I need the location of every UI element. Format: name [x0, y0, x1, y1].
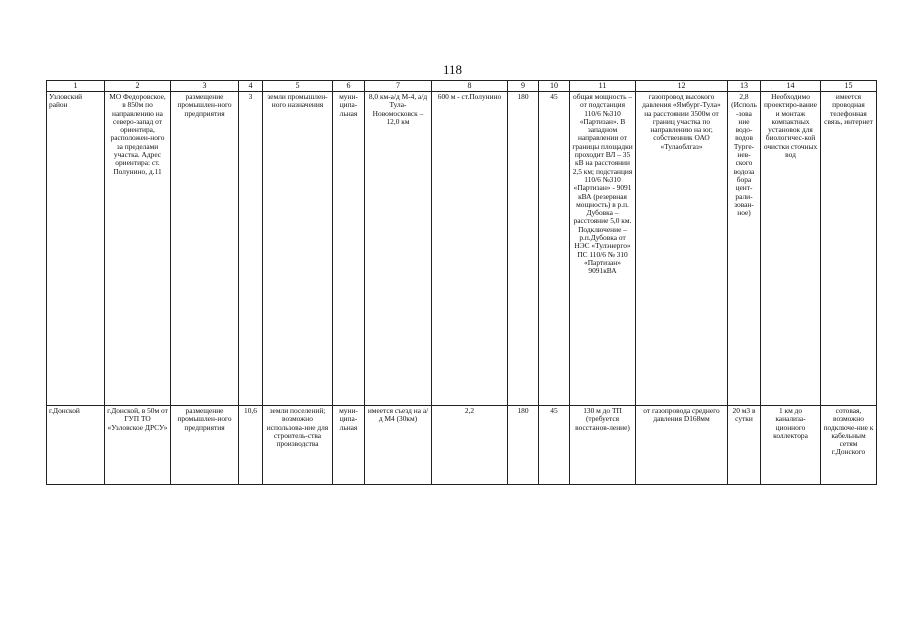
- table-cell-area: 10,6: [239, 406, 263, 485]
- table-cell-region: Узловский район: [47, 92, 105, 406]
- table-cell-railway: 2,2: [432, 406, 508, 485]
- table-cell-railway: 600 м - ст.Полунино: [432, 92, 508, 406]
- table-cell-sewage: Необходимо проектиро-вание и монтаж компактных установок для биологичес-кой очистки сточных вод: [761, 92, 821, 406]
- table-cell-electricity: общая мощность – от подстанция 110/6 №310 «Партизан». В западном направлении от границы площадки проходит ВЛ – 35 кВ на расстоянии 2,5 км; подстанция 110/6 №310 «Партизан» - 9091 кВА (резервная мощность) в р.п. Дубовка – расстояние 5,0 км. Подключение – р.п.Дубовка от НЭС «Тулэнерго» ПС 110/6 № 310 «Партизан» 9091кВА: [570, 92, 636, 406]
- table-cell-ownership: муни-ципа-льная: [333, 92, 365, 406]
- column-header: 13: [728, 81, 761, 92]
- table-cell-gas: от газопровода среднего давления D168мм: [636, 406, 728, 485]
- page-number: 118: [442, 62, 463, 77]
- table-cell-water: 20 м3 в сутки: [728, 406, 761, 485]
- table-cell-area: 3: [239, 92, 263, 406]
- table-cell-location: г.Донской, в 50м от ГУП ТО «Узловское ДРСУ»: [105, 406, 171, 485]
- table-cell-ownership: муни-ципа-льная: [333, 406, 365, 485]
- table-cell-gas: газопровод высокого давления «Ямбург-Тула» на расстоянии 3500м от границ участка по направлению на юг, собственник ОАО «Тулаоблгаз»: [636, 92, 728, 406]
- header-row: [47, 81, 877, 92]
- table-row: [47, 406, 877, 485]
- column-header: 7: [365, 81, 432, 92]
- column-header: 5: [263, 81, 333, 92]
- table-cell-col10: 45: [539, 92, 570, 406]
- table-cell-col9: 180: [508, 406, 539, 485]
- column-header: 15: [821, 81, 877, 92]
- table-cell-purpose: размещение промышлен-ного предприятия: [171, 406, 239, 485]
- column-header: 11: [570, 81, 636, 92]
- table-cell-region: г.Донской: [47, 406, 105, 485]
- table-cell-telecom: сотовая, возможно подключе-ние к кабельным сетям г.Донского: [821, 406, 877, 485]
- column-header: 3: [171, 81, 239, 92]
- table-cell-road: 8,0 км-а/д М-4, а/д Тула-Новомосковск – 12,0 км: [365, 92, 432, 406]
- column-header: 10: [539, 81, 570, 92]
- column-header: 9: [508, 81, 539, 92]
- table-cell-water: 2,8 (Исполь-зова ние водо-водов Турге-нев-ского водоза бора цент-рали-зован-ное): [728, 92, 761, 406]
- table-cell-telecom: имеется проводная телефонная связь, интернет: [821, 92, 877, 406]
- table-cell-road: имеется съезд на а/д М4 (30км): [365, 406, 432, 485]
- column-header: 2: [105, 81, 171, 92]
- table-cell-sewage: 1 км до канализа-ционного коллектора: [761, 406, 821, 485]
- table-cell-land-category: земли промышлен-ного назначения: [263, 92, 333, 406]
- sites-table: [46, 80, 877, 485]
- column-header: 12: [636, 81, 728, 92]
- column-header: 1: [47, 81, 105, 92]
- table-cell-col10: 45: [539, 406, 570, 485]
- table-cell-col9: 180: [508, 92, 539, 406]
- table-cell-purpose: размещение промышлен-ного предприятия: [171, 92, 239, 406]
- column-header: 14: [761, 81, 821, 92]
- table-cell-land-category: земли поселений; возможно использова-ние для строитель-ства производства: [263, 406, 333, 485]
- column-header: 8: [432, 81, 508, 92]
- column-header: 6: [333, 81, 365, 92]
- table-cell-electricity: 130 м до ТП (требуется восстанов-ление): [570, 406, 636, 485]
- column-header: 4: [239, 81, 263, 92]
- table-row: [47, 92, 877, 406]
- table-cell-location: МО Федоровское, в 850м по направлению на северо-запад от ориентира, расположен-ного за пределами участка. Адрес ориентира: ст. Полунино, д.11: [105, 92, 171, 406]
